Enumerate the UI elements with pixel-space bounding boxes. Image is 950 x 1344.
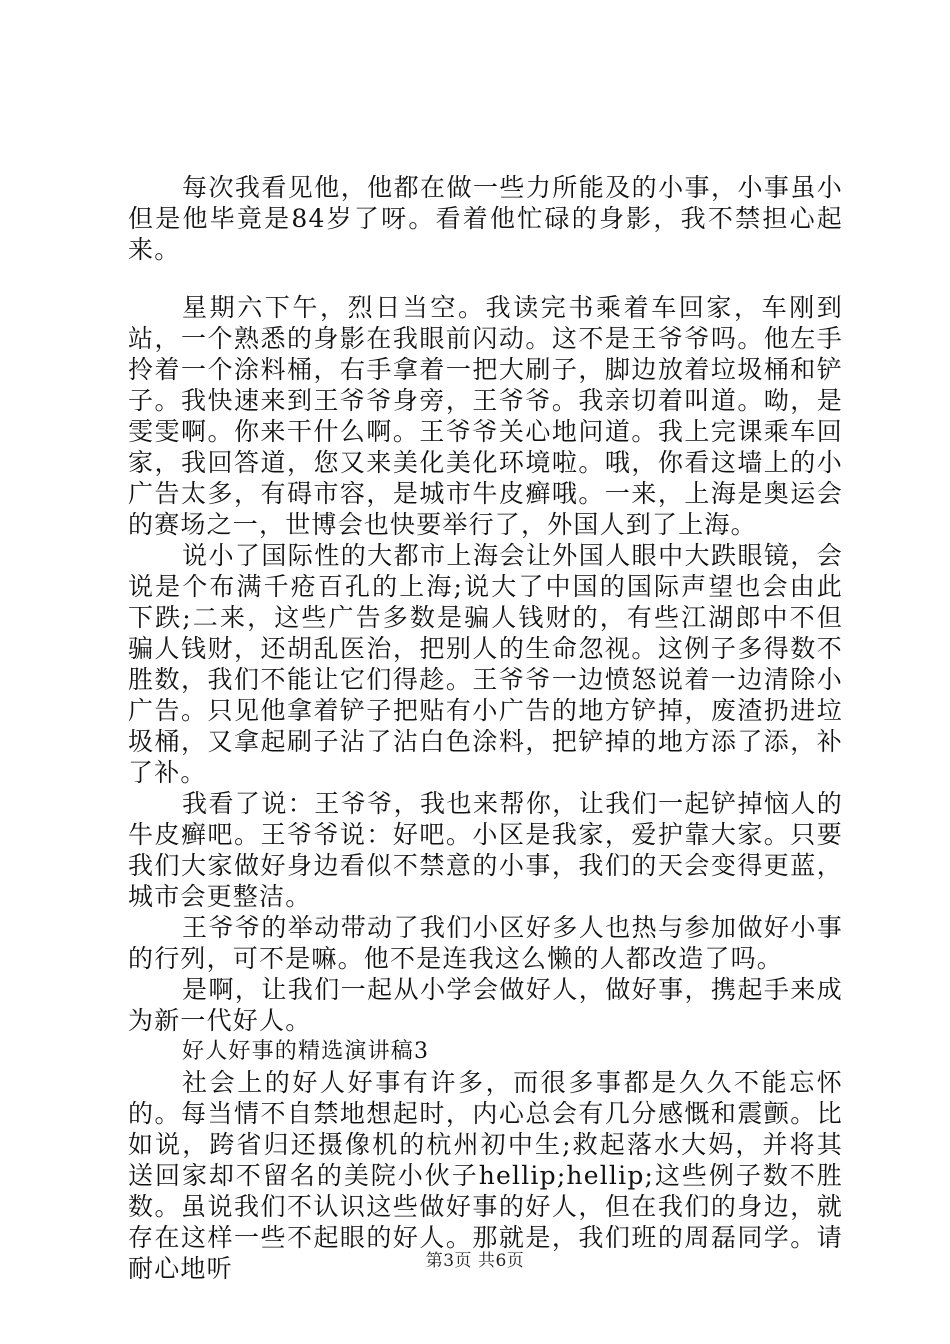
document-body [128,172,843,1284]
paragraph-conclusion: 是啊，让我们一起从小学会做好人，做好事，携起手来成为新一代好人。 [128,975,843,1035]
paragraph-society: 社会上的好人好事有许多，而很多事都是久久不能忘怀的。每当情不自禁地想起时，内心总会有几分感慨和震颤。比如说，跨省归还摄像机的杭州初中生;救起落水大妈，并将其送回家却不留名的美院小伙子hellip;hellip;这些例子数不胜数。虽说我们不认识这些做好事的好人，但在我们的身边，就存在这样一些不起眼的好人。那就是，我们班的周磊同学。请耐心地听 [128,1068,843,1283]
paragraph-worry: 每次我看见他，他都在做一些力所能及的小事，小事虽小但是他毕竟是84岁了呀。看着他忙碌的身影，我不禁担心起来。 [128,173,843,264]
paragraph-international: 说小了国际性的大都市上海会让外国人眼中大跌眼镜，会说是个布满千疮百孔的上海;说大了中国的国际声望也会由此下跌;二来，这些广告多数是骗人钱财的，有些江湖郎中不但骗人钱财，还胡乱医治，把别人的生命忽视。这例子多得数不胜数，我们不能让它们得趁。王爷爷一边愤怒说着一边清除小广告。只见他拿着铲子把贴有小广告的地方铲掉，废渣扔进垃圾桶，又拿起刷子沾了沾白色涂料，把铲掉的地方添了添，补了补。 [128,541,843,787]
paragraph-influence: 王爷爷的举动带动了我们小区好多人也热与参加做好小事的行列，可不是嘛。他不是连我这么懒的人都改造了吗。 [128,913,843,973]
page-footer: 第3页 共6页 [425,1251,525,1271]
section-heading: 好人好事的精选演讲稿3 [182,1039,430,1064]
paragraph-help: 我看了说：王爷爷，我也来帮你，让我们一起铲掉恼人的牛皮癣吧。王爷爷说：好吧。小区是我家，爱护靠大家。只要我们大家做好身边看似不禁意的小事，我们的天会变得更蓝，城市会更整洁。 [128,789,843,911]
paragraph-saturday: 星期六下午，烈日当空。我读完书乘着车回家，车刚到站，一个熟悉的身影在我眼前闪动。这不是王爷爷吗。他左手拎着一个涂料桶，右手拿着一把大刷子，脚边放着垃圾桶和铲子。我快速来到王爷爷身旁，王爷爷。我亲切着叫道。呦，是雯雯啊。你来干什么啊。王爷爷关心地问道。我上完课乘车回家，我回答道，您又来美化美化环境啦。哦，你看这墙上的小广告太多，有碍市容，是城市牛皮癣哦。一来，上海是奥运会的赛场之一，世博会也快要举行了，外国人到了上海。 [128,293,843,539]
